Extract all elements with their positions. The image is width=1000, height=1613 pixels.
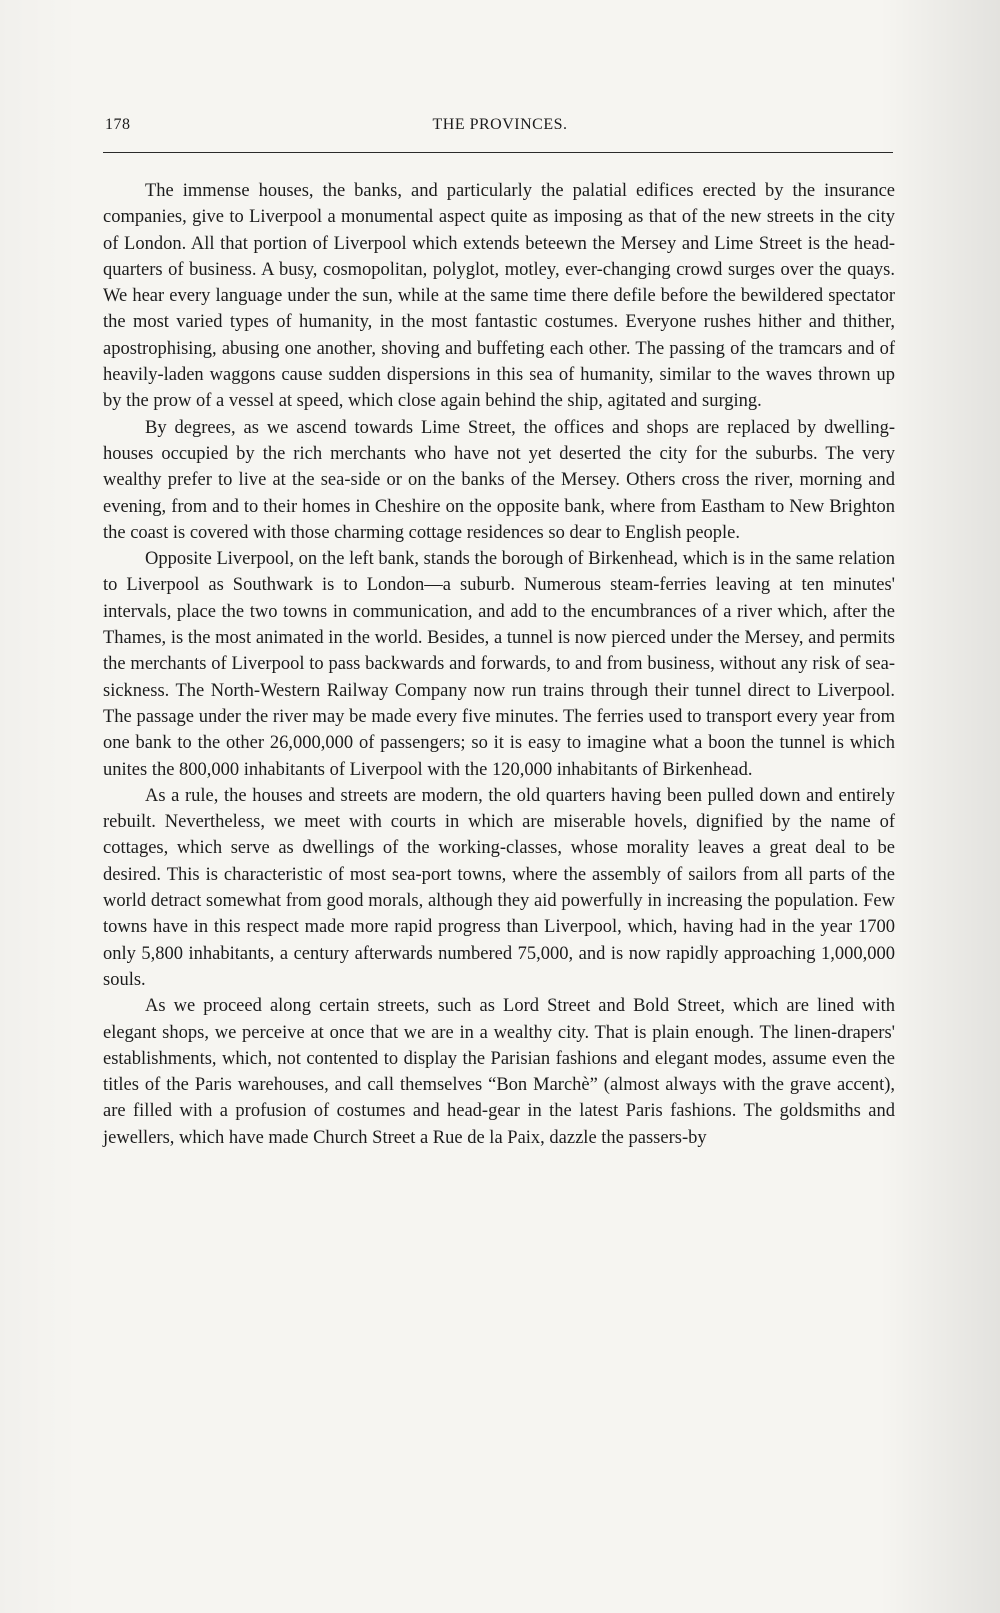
paragraph-birkenhead: Opposite Liverpool, on the left bank, stands the borough of Birkenhead, which is in the same relation to Liverpool as Southwark is to London—a suburb. Numerous steam-ferries leaving at ten minutes' intervals, place the two towns in communication, and add to the encumbrances of a river which, after the Thames, is the most animated in the world. Besides, a tunnel is now pierced under the Mersey, and permits the merchants of Liverpool to pass backwards and forwards, to and from business, without any risk of sea-sickness. The North-Western Railway Company now run trains through their tunnel direct to Liverpool. The passage under the river may be made every five minutes. The ferries used to transport every year from one bank to the other 26,000,000 of passengers; so it is easy to imagine what a boon the tunnel is which unites the 800,000 inhabitants of Liverpool with the 120,000 inhabitants of Birkenhead. bbox=[103, 549, 895, 780]
running-head bbox=[105, 116, 895, 140]
paragraph-commercial-district: The immense houses, the banks, and particularly the palatial edifices erected by the insurance companies, give to Liverpool a monumental aspect quite as imposing as that of the new streets in the city of London. All that portion of Liverpool which extends beteewn the Mersey and Lime Street is the head-quarters of business. A busy, cosmopolitan, polyglot, motley, ever-changing crowd surges over the quays. We hear every language under the sun, while at the same time there defile before the bewildered spectator the most varied types of humanity, in the most fantastic costumes. Everyone rushes hither and thither, apostrophising, abusing one another, shoving and buffeting each other. The passing of the tramcars and of heavily-laden waggons cause sudden dispersions in this sea of humanity, similar to the waves thrown up by the prow of a vessel at speed, which close again behind the ship, agitated and surging. bbox=[103, 181, 895, 412]
paragraph-shopping-streets: As we proceed along certain streets, such as Lord Street and Bold Street, which are lined with elegant shops, we perceive at once that we are in a wealthy city. That is plain enough. The linen-drapers' establishments, which, not contented to display the Parisian fashions and elegant modes, assume even the titles of the Paris warehouses, and call themselves “Bon Marchè” (almost always with the grave accent), are filled with a profusion of costumes and head-gear in the latest Paris fashions. The goldsmiths and jewellers, which have made Church Street a Rue de la Paix, dazzle the passers-by bbox=[103, 996, 895, 1148]
page-number: 178 bbox=[105, 116, 131, 133]
body-text bbox=[103, 178, 895, 1151]
header-rule bbox=[103, 152, 893, 153]
running-title: THE PROVINCES. bbox=[432, 116, 568, 133]
paragraph-residential-suburbs: By degrees, as we ascend towards Lime Street, the offices and shops are replaced by dwelling-houses occupied by the rich merchants who have not yet deserted the city for the suburbs. The very wealthy prefer to live at the sea-side or on the banks of the Mersey. Others cross the river, morning and evening, from and to their homes in Cheshire on the opposite bank, where from Eastham to New Brighton the coast is covered with those charming cottage residences so dear to English people. bbox=[103, 417, 895, 543]
paragraph-housing-population: As a rule, the houses and streets are modern, the old quarters having been pulled down and entirely rebuilt. Nevertheless, we meet with courts in which are miserable hovels, dignified by the name of cottages, which serve as dwellings of the working-classes, whose morality leaves a great deal to be desired. This is characteristic of most sea-port towns, where the assembly of sailors from all parts of the world detract somewhat from good morals, although they aid powerfully in increasing the population. Few towns have in this respect made more rapid progress than Liverpool, which, having had in the year 1700 only 5,800 inhabitants, a century afterwards numbered 75,000, and is now rapidly approaching 1,000,000 souls. bbox=[103, 785, 895, 990]
